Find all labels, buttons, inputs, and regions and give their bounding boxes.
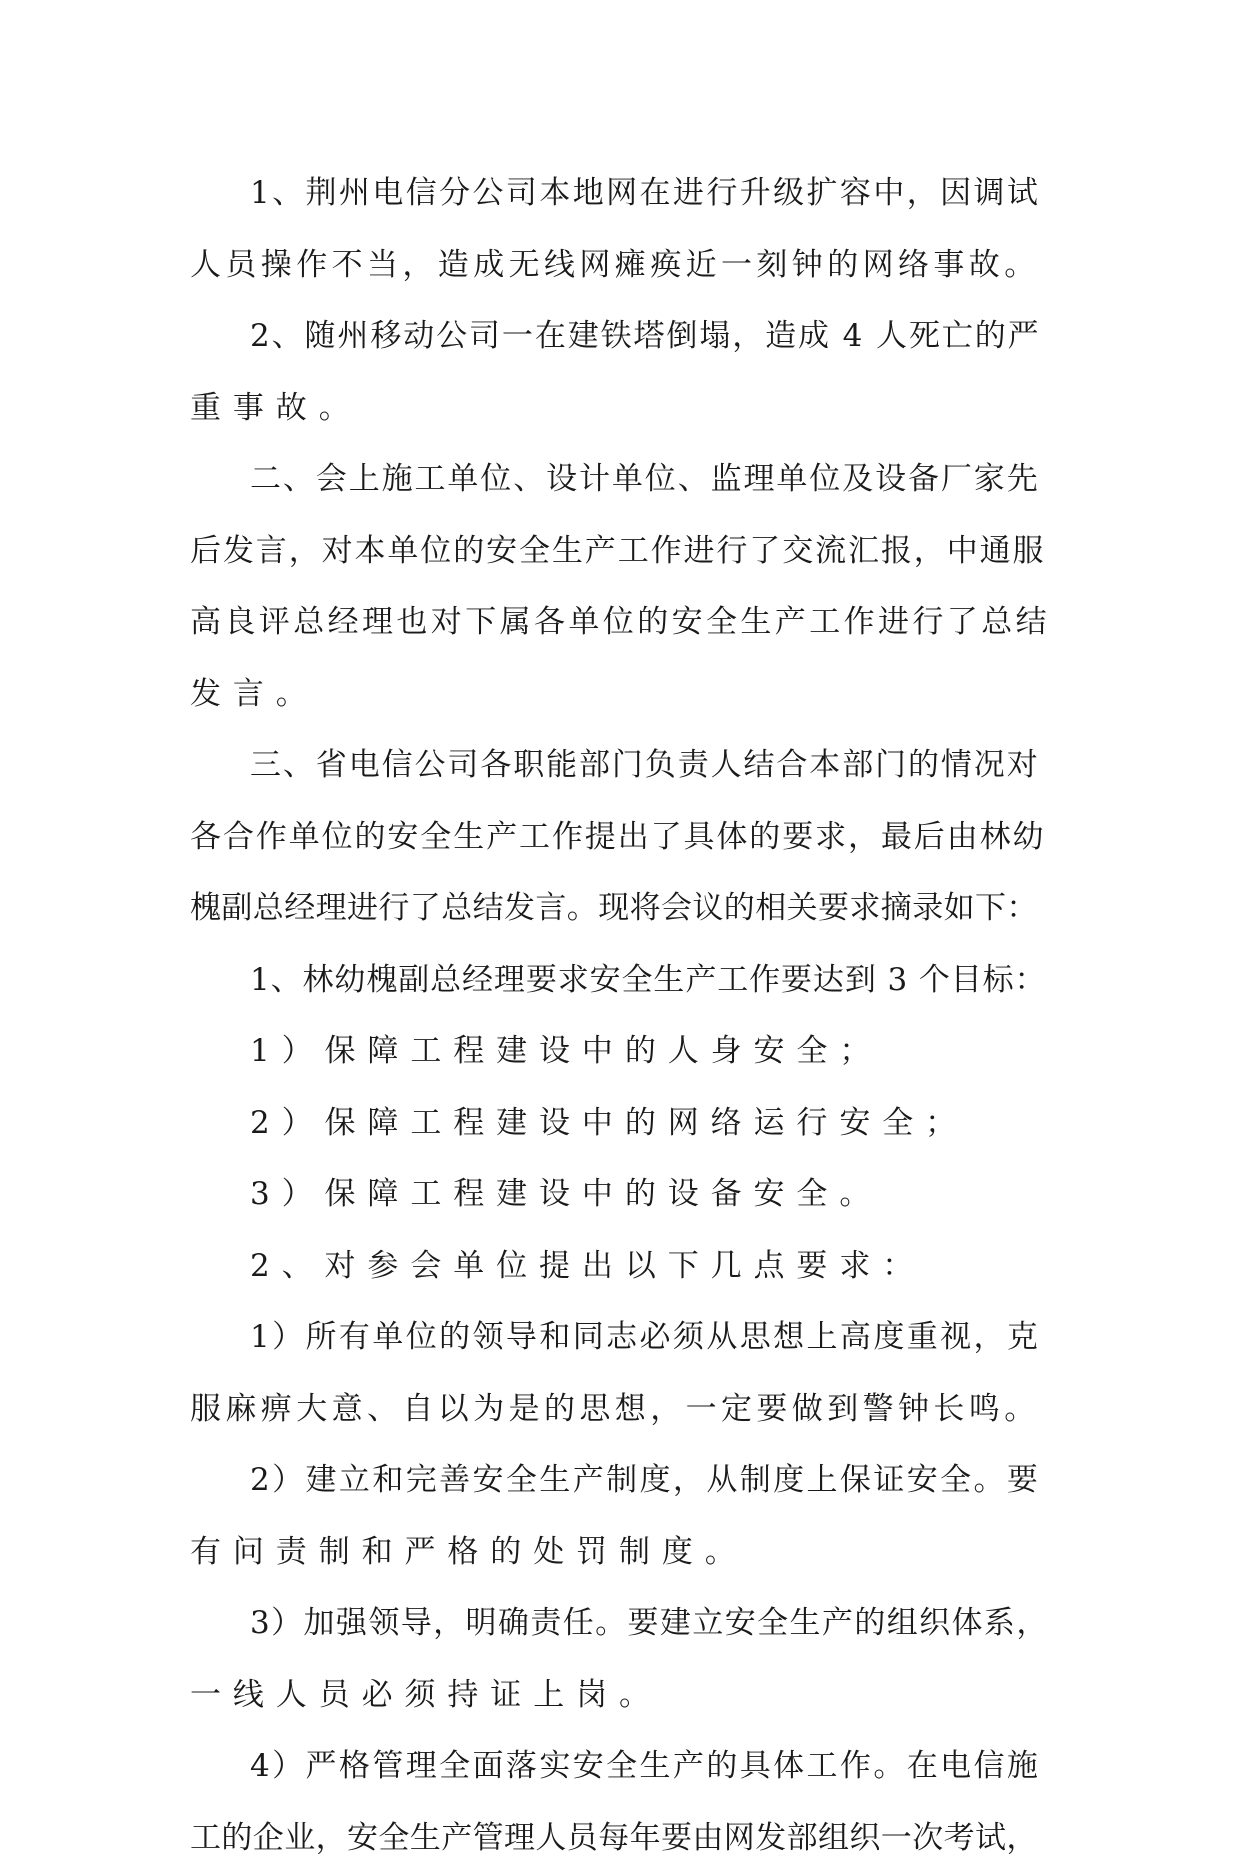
text-line: 后发言，对本单位的安全生产工作进行了交流汇报，中通服 — [190, 516, 1050, 588]
text-line: 发言。 — [190, 659, 1050, 731]
text-line: 人员操作不当，造成无线网瘫痪近一刻钟的网络事故。 — [190, 230, 1050, 302]
text-line: 1、林幼槐副总经理要求安全生产工作要达到 3 个目标： — [190, 945, 1050, 1017]
text-line: 工的企业，安全生产管理人员每年要由网发部组织一次考试， — [190, 1803, 1050, 1874]
text-line: 1）保障工程建设中的人身安全； — [190, 1016, 1050, 1088]
text-line: 1）所有单位的领导和同志必须从思想上高度重视，克 — [190, 1302, 1050, 1374]
text-line: 三、省电信公司各职能部门负责人结合本部门的情况对 — [190, 730, 1050, 802]
text-line: 二、会上施工单位、设计单位、监理单位及设备厂家先 — [190, 444, 1050, 516]
text-line: 2、随州移动公司一在建铁塔倒塌，造成 4 人死亡的严 — [190, 301, 1050, 373]
text-line: 1、荆州电信分公司本地网在进行升级扩容中，因调试 — [190, 158, 1050, 230]
text-line: 2、对参会单位提出以下几点要求： — [190, 1231, 1050, 1303]
text-line: 一线人员必须持证上岗。 — [190, 1660, 1050, 1732]
text-line: 3）保障工程建设中的设备安全。 — [190, 1159, 1050, 1231]
text-line: 4）严格管理全面落实安全生产的具体工作。在电信施 — [190, 1731, 1050, 1803]
text-line: 槐副总经理进行了总结发言。现将会议的相关要求摘录如下： — [190, 873, 1050, 945]
text-line: 重事故。 — [190, 373, 1050, 445]
document-body — [190, 158, 1050, 1874]
text-line: 高良评总经理也对下属各单位的安全生产工作进行了总结 — [190, 587, 1050, 659]
text-line: 各合作单位的安全生产工作提出了具体的要求，最后由林幼 — [190, 802, 1050, 874]
text-line: 2）保障工程建设中的网络运行安全； — [190, 1088, 1050, 1160]
text-line: 3）加强领导，明确责任。要建立安全生产的组织体系， — [190, 1588, 1050, 1660]
text-line: 有问责制和严格的处罚制度。 — [190, 1517, 1050, 1589]
text-line: 2）建立和完善安全生产制度，从制度上保证安全。要 — [190, 1445, 1050, 1517]
text-line: 服麻痹大意、自以为是的思想，一定要做到警钟长鸣。 — [190, 1374, 1050, 1446]
